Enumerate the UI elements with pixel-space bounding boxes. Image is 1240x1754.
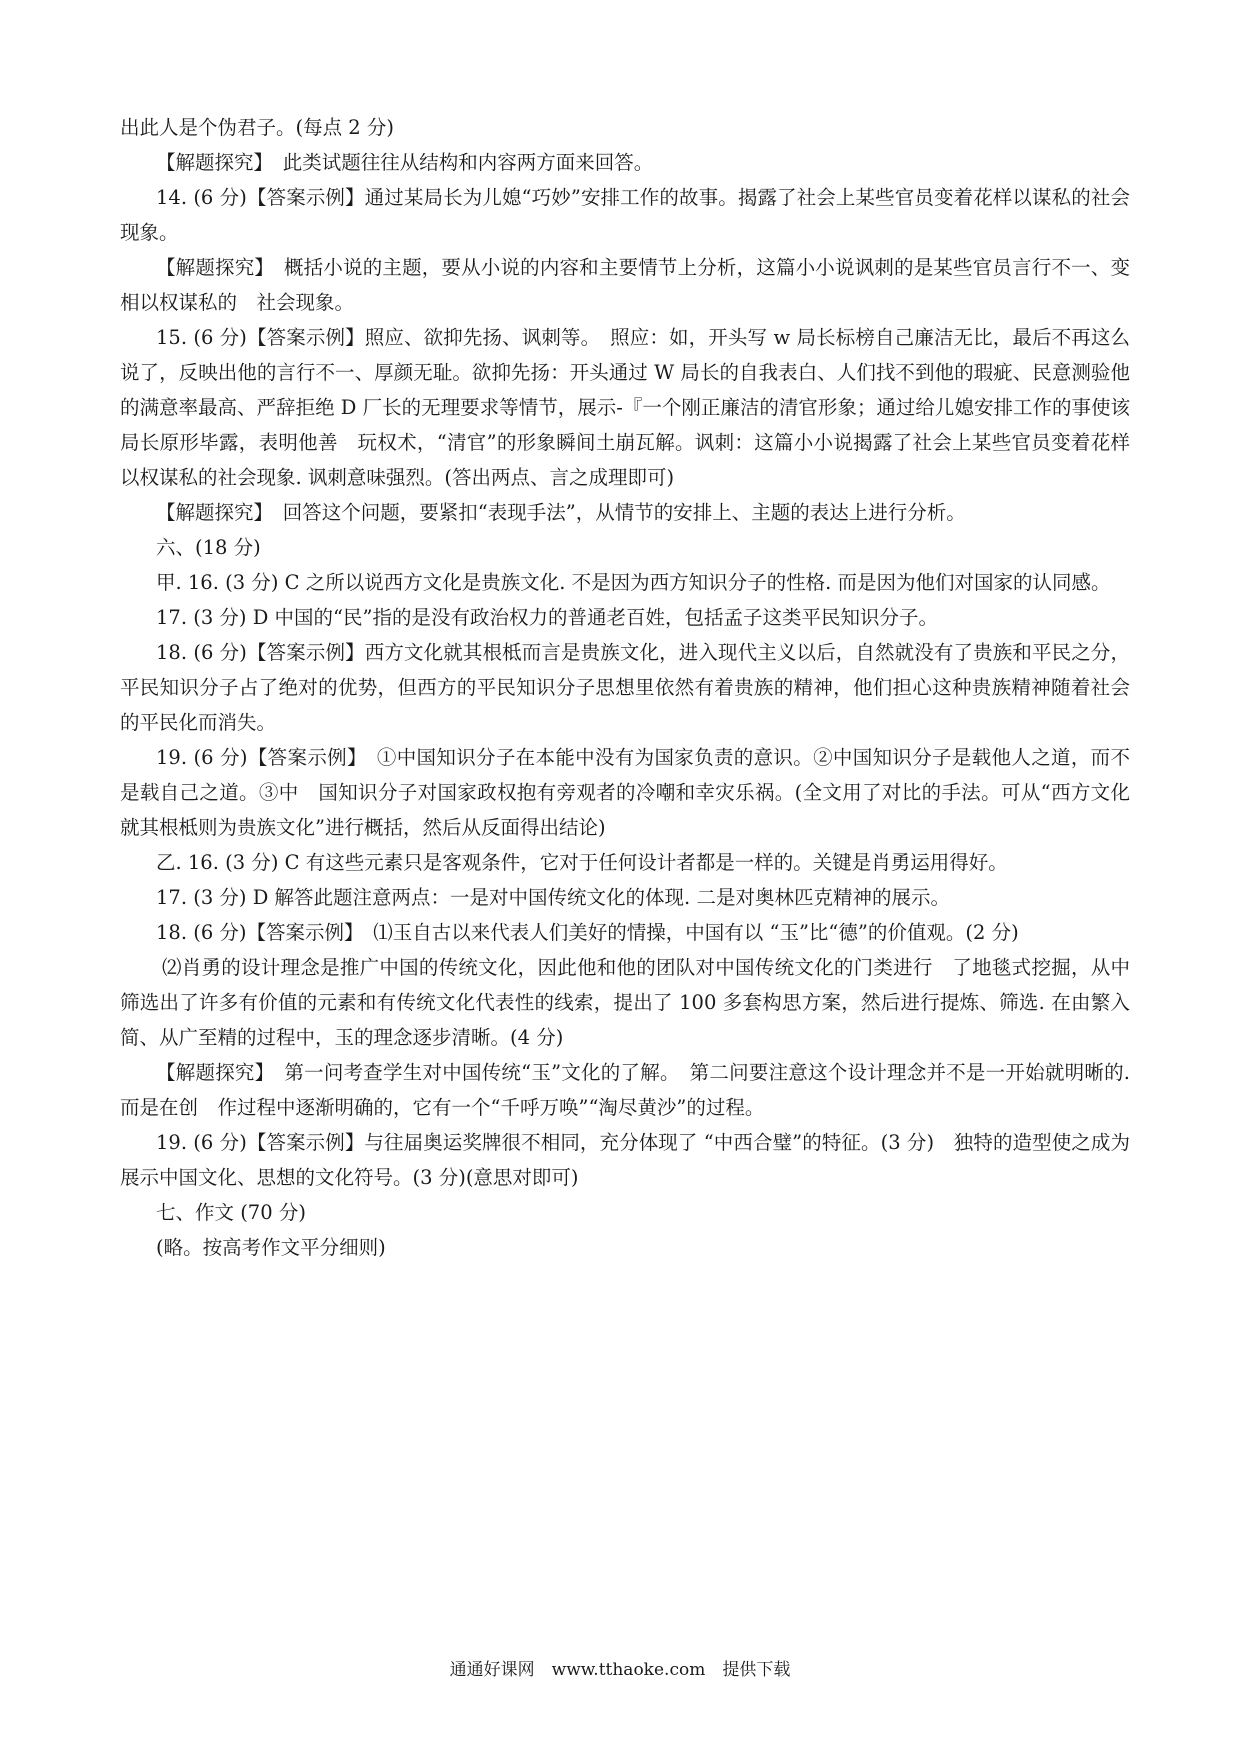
paragraph-yi-19: 19. (6 分)【答案示例】与往届奥运奖牌很不相同，充分体现了 “中西合璧”的特征。(3 分) 独特的造型使之成为展示中国文化、思想的文化符号。(3 分)(意思对即可) <box>120 1131 1130 1189</box>
paragraph-analysis-yi-18: 【解题探究】 第一问考查学生对中国传统“玉”文化的了解。 第二问要注意这个设计理念并不是一开始就明晰的. 而是在创 作过程中逐渐明确的，它有一个“千呼万唤”“淘尽黄沙”的过程。 <box>120 1061 1130 1119</box>
paragraph-jia-16: 甲. 16. (3 分) C 之所以说西方文化是贵族文化. 不是因为西方知识分子的性格. 而是因为他们对国家的认同感。 <box>156 571 1111 594</box>
paragraph-analysis-14: 【解题探究】 概括小说的主题，要从小说的内容和主要情节上分析，这篇小小说讽刺的是某些官员言行不一、变相以权谋私的 社会现象。 <box>120 256 1130 314</box>
section-heading-7: 七、作文 (70 分) <box>156 1201 306 1224</box>
paragraph-jia-19: 19. (6 分)【答案示例】 ①中国知识分子在本能中没有为国家负责的意识。②中国知识分子是载他人之道，而不是载自己之道。③中 国知识分子对国家政权抱有旁观者的冷嘲和幸灾乐祸。(全文用了对比的手法。可从“西方文化就其根柢则为贵族文化”进行概括，然后从反面得出结论) <box>120 746 1130 839</box>
paragraph-analysis-13: 【解题探究】 此类试题往往从结构和内容两方面来回答。 <box>156 151 654 174</box>
paragraph-essay-note: (略。按高考作文平分细则) <box>156 1236 386 1259</box>
paragraph-jia-18: 18. (6 分)【答案示例】西方文化就其根柢而言是贵族文化，进入现代主义以后，自然就没有了贵族和平民之分，平民知识分子占了绝对的优势，但西方的平民知识分子思想里依然有着贵族的精神，他们担心这种贵族精神随着社会的平民化而消失。 <box>120 641 1130 734</box>
paragraph-answer-14: 14. (6 分)【答案示例】通过某局长为儿媳“巧妙”安排工作的故事。揭露了社会上某些官员变着花样以谋私的社会现象。 <box>120 186 1130 244</box>
paragraph-yi-17: 17. (3 分) D 解答此题注意两点：一是对中国传统文化的体现. 二是对奥林匹克精神的展示。 <box>156 886 950 909</box>
paragraph-yi-18-part2: ⑵肖勇的设计理念是推广中国的传统文化，因此他和他的团队对中国传统文化的门类进行 了地毯式挖掘，从中筛选出了许多有价值的元素和有传统文化代表性的线索，提出了 100 多套构思方案，然后进行提炼、筛选. 在由繁入简、从广至精的过程中，玉的理念逐步清晰。(4 分) <box>120 956 1130 1049</box>
paragraph-jia-17: 17. (3 分) D 中国的“民”指的是没有政治权力的普通老百姓，包括孟子这类平民知识分子。 <box>156 606 938 629</box>
paragraph-analysis-15: 【解题探究】 回答这个问题，要紧扣“表现手法”，从情节的安排上、主题的表达上进行分析。 <box>156 501 966 524</box>
paragraph-continuation: 出此人是个伪君子。(每点 2 分) <box>120 116 395 139</box>
paragraph-answer-15: 15. (6 分)【答案示例】照应、欲抑先扬、讽刺等。 照应：如，开头写 w 局长标榜自己廉洁无比，最后不再这么说了，反映出他的言行不一、厚颜无耻。欲抑先扬：开头通过 W 局长的自我表白、人们找不到他的瑕疵、民意测验他的满意率最高、严辞拒绝 D 厂长的无理要求等情节，展示-『一个刚正廉洁的清官形象；通过给儿媳安排工作的事使该局长原形毕露，表明他善 玩权术，“清官”的形象瞬间土崩瓦解。讽刺：这篇小小说揭露了社会上某些官员变着花样以权谋私的社会现象. 讽刺意味强烈。(答出两点、言之成理即可) <box>120 326 1130 489</box>
document-body <box>120 110 1130 1265</box>
section-heading-6: 六、(18 分) <box>156 536 261 559</box>
paragraph-yi-16: 乙. 16. (3 分) C 有这些元素只是客观条件，它对于任何设计者都是一样的。关键是肖勇运用得好。 <box>156 851 1008 874</box>
page-footer: 通通好课网 www.tthaoke.com 提供下载 <box>449 1660 791 1680</box>
paragraph-yi-18: 18. (6 分)【答案示例】 ⑴玉自古以来代表人们美好的情操，中国有以 “玉”比“德”的价值观。(2 分) <box>156 921 1019 944</box>
